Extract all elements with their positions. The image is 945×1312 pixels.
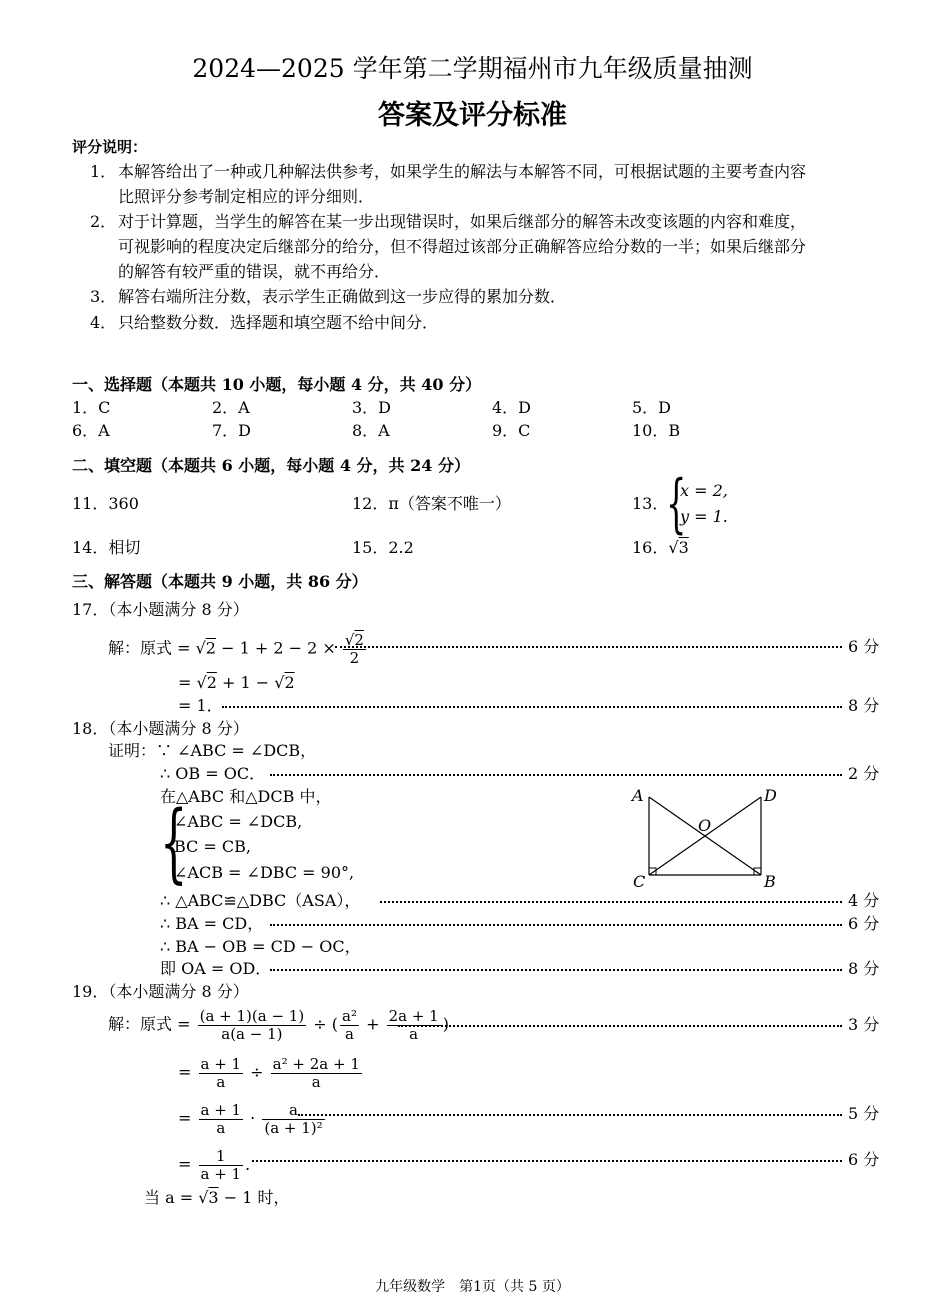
- section-3-heading: 三、解答题（本题共 9 小题，共 86 分）: [72, 572, 368, 591]
- page-footer: 九年级数学 第1页（共 5 页）: [375, 1279, 570, 1295]
- choice-answer-8: 8．A: [352, 421, 390, 440]
- fraction-numerator: a²: [342, 1007, 357, 1025]
- system-line-1: ∠ABC = ∠DCB,: [174, 812, 303, 831]
- sqrt-sign: √: [196, 673, 207, 692]
- q17-score-2: 8 分: [848, 696, 880, 715]
- equals: =: [178, 1062, 197, 1082]
- equals: =: [178, 1108, 197, 1128]
- q17-step-1-expr: − 1 + 2 − 2 ×: [215, 638, 341, 658]
- fraction-numerator: 2a + 1: [388, 1007, 439, 1025]
- label-a: A: [632, 786, 644, 805]
- q17-step-2: [178, 675, 295, 691]
- dotted-leader: [335, 646, 842, 648]
- q18-line-6: ∴ BA − OB = CD − OC，: [160, 937, 361, 956]
- choice-answer-5: 5．D: [632, 398, 672, 417]
- fraction-denominator: 2: [349, 648, 360, 667]
- q18-line-3: 在△ABC 和△DCB 中，: [160, 787, 332, 806]
- q18-score-4: 8 分: [848, 959, 880, 978]
- dotted-leader: [270, 774, 842, 776]
- choice-answer-6: 6．A: [72, 421, 110, 440]
- note-1-line-1: 本解答给出了一种或几种解法供参考，如果学生的解法与本解答不同，可根据试题的主要考查内容: [118, 162, 807, 181]
- system-line-2: y = 1.: [680, 507, 728, 526]
- fraction-numerator: a + 1: [200, 1101, 242, 1119]
- choice-answer-2: 2．A: [212, 398, 250, 417]
- q18-score-1: 2 分: [848, 764, 880, 783]
- fill-answer-15: 15．2.2: [352, 538, 414, 557]
- sqrt-sign: √: [198, 1188, 209, 1207]
- operator: ÷: [245, 1062, 269, 1082]
- q17-step-1: [108, 632, 368, 666]
- radicand: 2: [205, 638, 216, 658]
- q18-line-7: 即 OA = OD．: [160, 959, 272, 978]
- fraction-denominator: a: [311, 1072, 321, 1091]
- fraction-denominator: (a + 1)²: [264, 1118, 323, 1137]
- fraction-numerator: a + 1: [200, 1055, 242, 1073]
- dotted-leader: [380, 901, 842, 903]
- q18-line-1: 证明：∵ ∠ABC = ∠DCB，: [108, 741, 317, 760]
- q19-step-1-label: 解：原式 =: [108, 1014, 196, 1034]
- choice-answer-10: 10．B: [632, 421, 681, 440]
- note-2-line-2: 可视影响的程度决定后继部分的给分，但不得超过该部分正确解答应给分数的一半；如果后继部分: [118, 237, 807, 256]
- q18-line-5: ∴ BA = CD，: [160, 914, 264, 933]
- fraction-denominator: a: [345, 1024, 354, 1043]
- radicand: 3: [208, 1188, 219, 1207]
- fill-answer-16: [632, 540, 689, 556]
- fill-answer-14: 14．相切: [72, 538, 141, 557]
- system-line-2: BC = CB,: [174, 837, 251, 856]
- fraction-denominator: a: [216, 1072, 226, 1091]
- note-2-line-3: 的解答有较严重的错误，就不再给分．: [118, 262, 391, 281]
- note-2-number: 2．: [90, 212, 117, 231]
- fraction: [343, 632, 366, 666]
- q19-heading: 19．（本小题满分 8 分）: [72, 982, 249, 1001]
- operator: ): [442, 1014, 449, 1034]
- period: ．: [245, 1154, 262, 1174]
- fraction-numerator: (a + 1)(a − 1): [199, 1007, 305, 1025]
- fraction-numerator: 2: [354, 631, 364, 649]
- radicand: 2: [284, 673, 295, 692]
- q19-step-2: [178, 1056, 364, 1090]
- left-brace: {: [666, 467, 687, 541]
- q19-score-2: 5 分: [848, 1104, 880, 1123]
- fraction: [271, 1056, 362, 1090]
- q17-step-2-eq: =: [178, 673, 197, 692]
- fraction-denominator: a(a − 1): [221, 1024, 283, 1043]
- note-4-number: 4．: [90, 313, 117, 332]
- label-c: C: [633, 872, 646, 891]
- fill-answer-13-number: 13．: [632, 494, 669, 513]
- fill-answer-12: 12．π（答案不唯一）: [352, 494, 511, 513]
- fraction-numerator: a: [262, 1102, 324, 1120]
- dotted-leader: [222, 706, 842, 708]
- fraction-numerator: a² + 2a + 1: [272, 1055, 360, 1073]
- q17-heading: 17．（本小题满分 8 分）: [72, 600, 249, 619]
- q19-score-1: 3 分: [848, 1015, 880, 1034]
- dotted-leader: [252, 1160, 842, 1162]
- label-o: O: [698, 816, 712, 835]
- note-3-number: 3．: [90, 287, 117, 306]
- sqrt-sign: √: [195, 638, 206, 658]
- equals: =: [178, 1154, 197, 1174]
- dotted-leader: [298, 1114, 842, 1116]
- dotted-leader: [270, 969, 842, 971]
- q17-step-2-expr: + 1 −: [216, 673, 275, 692]
- q19-substitution-line: [144, 1190, 289, 1206]
- q18-heading: 18．（本小题满分 8 分）: [72, 719, 249, 738]
- document-title: 2024—2025 学年第二学期福州市九年级质量抽测: [192, 54, 753, 83]
- system-line-1: x = 2,: [680, 481, 728, 500]
- fill-answer-16-number: 16．: [632, 538, 669, 557]
- choice-answer-7: 7．D: [212, 421, 252, 440]
- operator: ÷ (: [308, 1014, 339, 1034]
- fraction: [340, 1008, 359, 1042]
- q18-line-4: ∴ △ABC≌△DBC（ASA），: [160, 891, 361, 910]
- sqrt-sign: √: [274, 673, 285, 692]
- dotted-leader: [270, 924, 842, 926]
- operator: +: [360, 1014, 385, 1034]
- note-3-line-1: 解答右端所注分数，表示学生正确做到这一步应得的累加分数．: [118, 287, 567, 306]
- notes-heading: 评分说明：: [72, 138, 148, 156]
- fraction-denominator: a + 1: [200, 1164, 242, 1183]
- q17-step-1-label: 解：原式 =: [108, 638, 196, 658]
- note-4-line-1: 只给整数分数．选择题和填空题不给中间分．: [118, 313, 439, 332]
- fraction: [262, 1102, 324, 1136]
- label-b: B: [764, 872, 776, 891]
- choice-answer-3: 3．D: [352, 398, 392, 417]
- section-1-heading: 一、选择题（本题共 10 小题，每小题 4 分，共 40 分）: [72, 375, 482, 394]
- choice-answer-1: 1．C: [72, 398, 111, 417]
- sqrt-sign: √: [668, 538, 679, 557]
- fraction-numerator: 1: [199, 1148, 244, 1166]
- note-2-line-1: 对于计算题，当学生的解答在某一步出现错误时，如果后继部分的解答未改变该题的内容和难度，: [118, 212, 807, 231]
- fraction: [199, 1148, 244, 1182]
- q18-score-3: 6 分: [848, 914, 880, 933]
- dotted-leader: [398, 1025, 842, 1027]
- q19-substitution-prefix: 当 a =: [144, 1188, 199, 1207]
- q19-step-3: [178, 1102, 327, 1136]
- label-d: D: [764, 786, 777, 805]
- q19-score-3: 6 分: [848, 1150, 880, 1169]
- q18-geometry-figure: [625, 780, 785, 895]
- sqrt-sign: √: [344, 631, 355, 649]
- operator: ·: [245, 1108, 261, 1128]
- radicand: 3: [678, 538, 689, 557]
- fraction-denominator: a: [409, 1024, 419, 1043]
- q18-score-2: 4 分: [848, 891, 880, 910]
- document-subtitle: 答案及评分标准: [378, 100, 567, 131]
- fraction: [199, 1102, 244, 1136]
- left-brace: {: [160, 793, 188, 893]
- fraction-denominator: a: [216, 1118, 226, 1137]
- fill-answer-11: 11．360: [72, 494, 139, 513]
- fraction: [198, 1008, 307, 1042]
- section-2-heading: 二、填空题（本题共 6 小题，每小题 4 分，共 24 分）: [72, 456, 470, 475]
- note-1-line-2: 比照评分参考制定相应的评分细则．: [118, 187, 375, 206]
- choice-answer-4: 4．D: [492, 398, 532, 417]
- q19-substitution-suffix: − 1 时，: [218, 1188, 290, 1207]
- q18-line-2: ∴ OB = OC．: [160, 764, 266, 783]
- note-1-number: 1．: [90, 162, 117, 181]
- q19-step-4: [178, 1148, 261, 1182]
- q17-step-3: = 1．: [178, 696, 223, 715]
- radicand: 2: [206, 673, 217, 692]
- choice-answer-9: 9．C: [492, 421, 531, 440]
- fraction: [199, 1056, 244, 1090]
- system-line-3: ∠ACB = ∠DBC = 90°,: [174, 863, 355, 882]
- q17-score-1: 6 分: [848, 637, 880, 656]
